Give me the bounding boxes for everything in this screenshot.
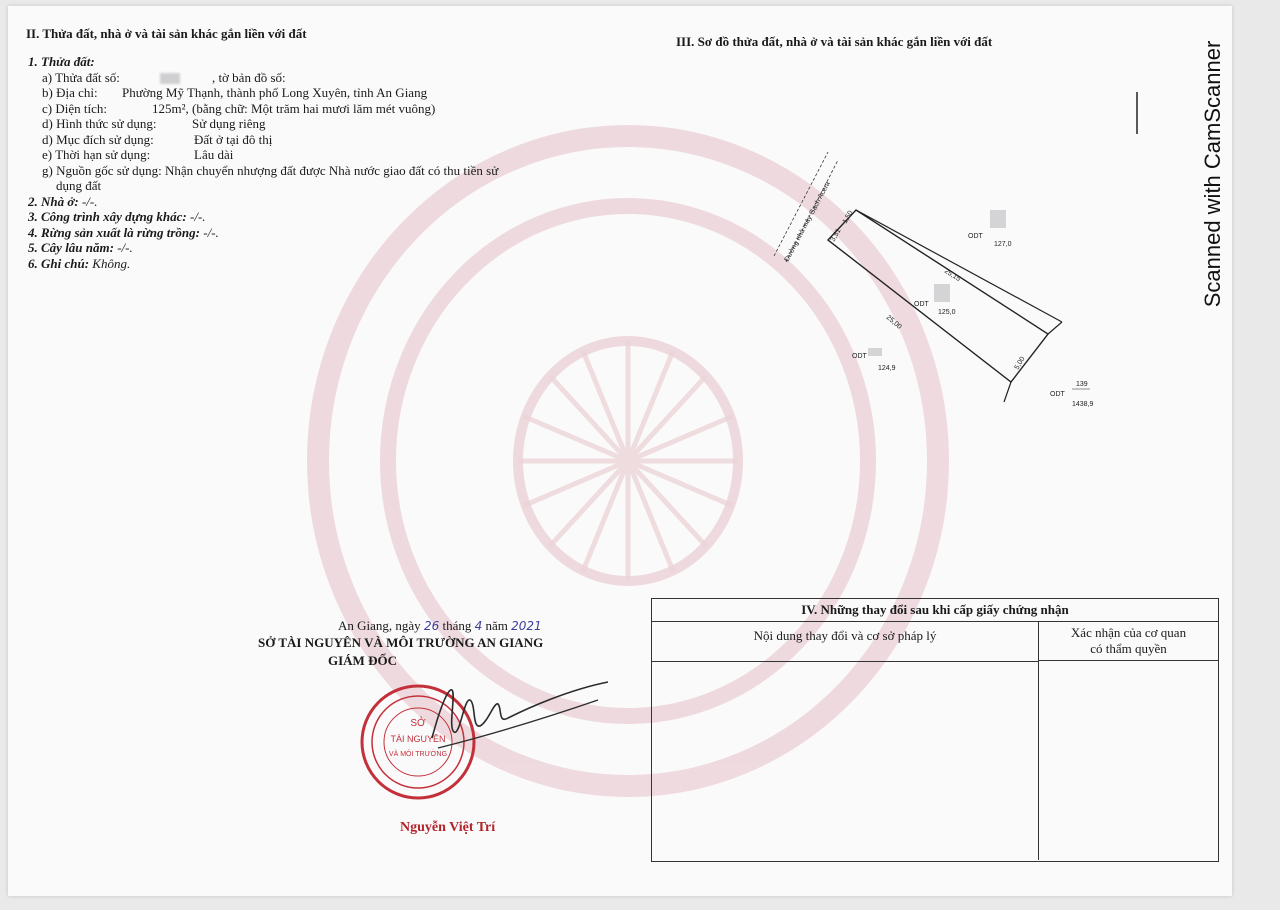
year-label: năm: [485, 618, 508, 633]
dimension-bottom: 25,00: [884, 314, 903, 331]
redacted-value: [160, 73, 180, 84]
confirmation-line-1: Xác nhận của cơ quan: [1070, 625, 1187, 640]
usage-form-row: [28, 116, 588, 132]
row-label: e) Thời hạn sử dụng:: [42, 147, 151, 162]
row-value: Lâu dài: [194, 147, 234, 162]
date-day: 26: [423, 619, 440, 633]
note-row: [28, 256, 588, 272]
heading-text: 1. Thửa đất:: [28, 54, 95, 69]
row-value: Không.: [92, 255, 131, 271]
land-plot-number-row: [28, 70, 588, 86]
road-label: Đường nhà máy Gạch Acera: [783, 180, 832, 263]
issuing-organization: SỞ TÀI NGUYÊN VÀ MÔI TRƯỜNG AN GIANG: [258, 635, 544, 650]
address-row: [28, 85, 588, 101]
confirmation-line-2: có thẩm quyền: [1090, 641, 1167, 656]
redacted-parcel-top: [990, 210, 1006, 228]
signer-name: Nguyễn Việt Trí: [400, 820, 496, 835]
perennial-trees-row: [28, 240, 588, 256]
odt-right-number: 139: [1076, 381, 1088, 388]
odt-right-area: 1438,9: [1072, 401, 1094, 408]
signer-role: GIÁM ĐỐC: [328, 653, 397, 668]
row-value: 125m², (bằng chữ: Một trăm hai mươi lăm mét vuông): [152, 100, 436, 116]
column-header-confirmation: [1039, 621, 1218, 661]
month-label: tháng: [442, 618, 472, 633]
issue-date: [338, 618, 542, 634]
usage-origin-row: [28, 163, 588, 179]
row-value: Phường Mỹ Thạnh, thành phố Long Xuyên, tỉnh An Giang: [122, 85, 428, 100]
row-value: -/-.: [203, 224, 219, 240]
row-value: Đất ở tại đô thị: [194, 131, 273, 147]
changes-content-cell: [652, 662, 1039, 860]
date-month: 4: [474, 619, 483, 633]
usage-purpose-row: [28, 132, 588, 148]
changes-table-title: IV. Những thay đổi sau khi cấp giấy chứng nhận: [652, 599, 1218, 622]
row-suffix: , tờ bản đồ số:: [211, 69, 286, 85]
odt-main-area: 125,0: [938, 309, 956, 316]
land-plot-heading: [28, 54, 588, 70]
row-value: -/-.: [117, 240, 133, 255]
changes-table: [651, 598, 1219, 862]
redacted-parcel-main: [934, 284, 950, 302]
date-year: 2021: [511, 619, 542, 633]
section-title-land-info: II. Thửa đất, nhà ở và tài sản khác gắn liền với đất: [26, 26, 307, 41]
date-prefix: An Giang, ngày: [338, 618, 421, 633]
row-label: b) Địa chỉ:: [42, 85, 98, 100]
row-value: -/-.: [81, 193, 98, 209]
usage-term-row: [28, 147, 588, 163]
odt-left-area: 124,9: [878, 365, 896, 372]
row-value: Sử dụng riêng: [192, 116, 266, 131]
row-label: 6. Ghi chú:: [28, 255, 90, 271]
odt-right-label: ODT: [1050, 391, 1065, 398]
row-label: 4. Rừng sản xuất là rừng trồng:: [28, 224, 200, 240]
row-label: d) Hình thức sử dụng:: [42, 116, 157, 131]
row-value-continuation: dụng đất: [56, 178, 102, 193]
row-label: g) Nguồn gốc sử dụng:: [42, 162, 162, 178]
usage-origin-continuation: [28, 178, 588, 194]
scanner-watermark: [1198, 14, 1228, 334]
area-row: [28, 101, 588, 117]
stamp-line-1: SỞ: [410, 718, 426, 729]
dimension-left-b: 1,50: [841, 209, 855, 225]
odt-top-area: 127,0: [994, 241, 1012, 248]
section-title-diagram: III. Sơ đồ thửa đất, nhà ở và tài sản khác gắn liền với đất: [676, 34, 993, 49]
row-value: -/-.: [190, 209, 206, 224]
odt-main-label: ODT: [914, 301, 929, 308]
other-construction-row: [28, 209, 588, 225]
row-label: a) Thửa đất số:: [42, 69, 120, 85]
row-label: 5. Cây lâu năm:: [28, 240, 114, 255]
house-row: [28, 194, 588, 210]
stamp-line-3: VÀ MÔI TRƯỜNG: [388, 751, 448, 758]
land-info-list: [28, 54, 588, 271]
row-value: Nhận chuyển nhượng đất được Nhà nước giao đất có thu tiền sử: [164, 162, 499, 178]
odt-top-label: ODT: [968, 233, 983, 240]
redacted-parcel-left: [868, 348, 882, 356]
odt-left-label: ODT: [852, 353, 867, 360]
handwritten-signature-icon: [418, 678, 618, 758]
land-plot-diagram: [768, 86, 1148, 446]
certificate-page: [8, 6, 1232, 896]
row-label: d) Mục đích sử dụng:: [42, 131, 154, 147]
row-label: 2. Nhà ở:: [28, 193, 79, 209]
scanner-watermark-text: Scanned with CamScanner: [1200, 40, 1225, 308]
dimension-left-a: 3,51: [829, 227, 843, 243]
forest-row: [28, 225, 588, 241]
stamp-line-2: TÀI NGUYÊN: [390, 734, 446, 744]
column-header-content: Nội dung thay đổi và cơ sở pháp lý: [652, 621, 1039, 662]
row-label: c) Diện tích:: [42, 100, 107, 116]
dimension-top: 25,15: [942, 267, 962, 283]
row-label: 3. Công trình xây dựng khác:: [28, 209, 187, 224]
dimension-right: 5,00: [1013, 355, 1027, 371]
